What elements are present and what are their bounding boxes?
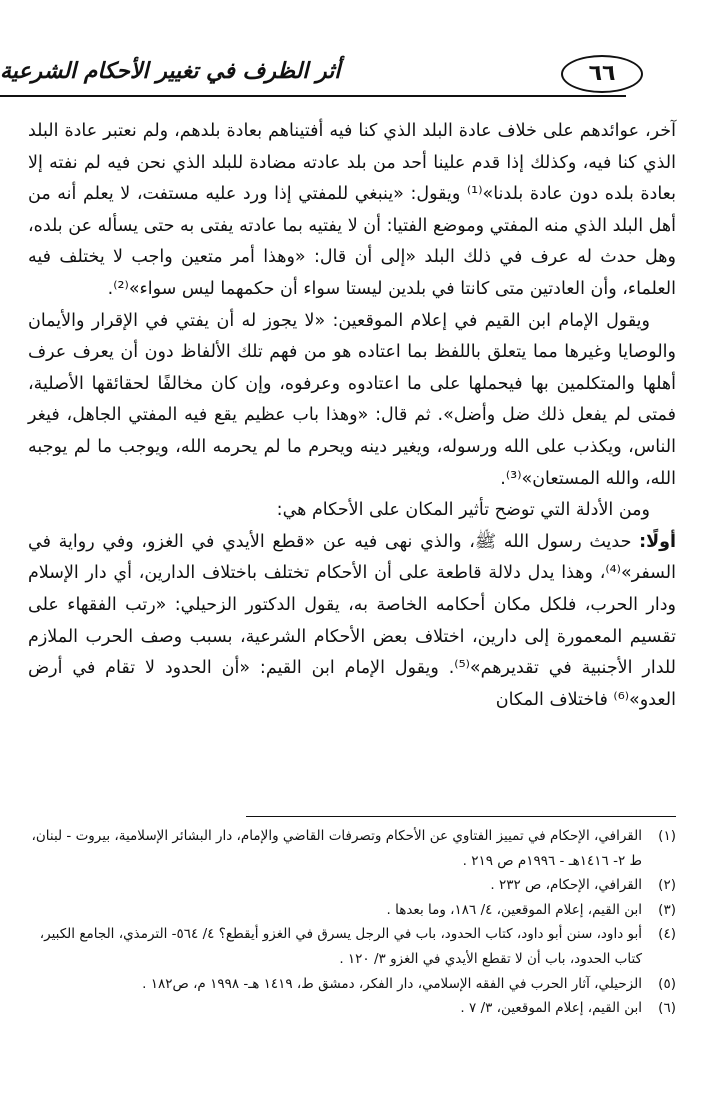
paragraph-first-evidence	[28, 527, 676, 717]
paragraph-evidence-intro: ومن الأدلة التي توضح تأثير المكان على الأحكام هي:	[276, 500, 650, 521]
footnote-item	[28, 996, 676, 1021]
header-divider	[0, 95, 626, 97]
footnote-number: (٥)	[658, 975, 676, 992]
footnotes	[28, 824, 676, 1021]
footnote-item	[28, 898, 676, 923]
main-text	[28, 116, 676, 716]
footnote-text: القرافي، الإحكام في تمييز الفتاوي عن الأحكام وتصرفات القاضي والإمام، دار البشائر الإسلامية، بيروت - لبنان، ط ٢- ١٤١٦هـ - ١٩٩٦م ص ٢١٩ .	[31, 828, 642, 869]
footnote-number: (٦)	[658, 1000, 676, 1017]
footnote-number: (١)	[658, 828, 676, 844]
first-evidence-text: حديث رسول الله ﷺ، والذي نهى فيه عن «قطع الأيدي في الغزو، وفي رواية في السفر»⁽⁴⁾، وهذا يدل دلالة قاطعة على أن الأحكام تختلف باختلاف الدارين، أي دار الإسلام ودار الحرب، فلكل مكان أحكامه الخاصة به، يقول الدكتور الزحيلي: «رتب الفقهاء على تقسيم المعمورة إلى دارين، اختلاف بعض الأحكام الشرعية، بسبب وصف الحرب الملازم للدار الأجنبية في تقديرهم»⁽⁵⁾. ويقول الإمام ابن القيم: «أن الحدود لا تقام في أرض العدو»⁽⁶⁾ فاختلاف المكان	[28, 531, 677, 710]
page-number: ٦٦	[561, 55, 643, 93]
running-title: أثر الظرف في تغيير الأحكام الشرعية	[0, 59, 341, 84]
page-header	[0, 55, 703, 99]
first-evidence-label: أولًا:	[639, 531, 676, 552]
footnote-text: الزحيلي، آثار الحرب في الفقه الإسلامي، دار الفكر، دمشق ط، ١٤١٩ هـ- ١٩٩٨ م، ص١٨٢ .	[142, 975, 642, 992]
footnote-text: ابن القيم، إعلام الموقعين، ٤/ ١٨٦، وما بعدها .	[386, 901, 642, 918]
footnote-number: (٤)	[658, 926, 676, 943]
footnote-number: (٢)	[658, 877, 676, 894]
footnote-item	[28, 922, 676, 971]
footnote-item	[28, 873, 676, 898]
paragraph-ibn-alqayyim: ويقول الإمام ابن القيم في إعلام الموقعين: «لا يجوز له أن يفتي في الإقرار والأيمان والوصايا وغيرها مما يتعلق باللفظ بما اعتاده هو من فهم تلك الألفاظ دون أن يعرف عرف أهلها والمتكلمين بها فيحملها على ما اعتادوه وعرفوه، وإن كان مخالفًا لحقائقها الأصلية، فمتى لم يفعل ذلك ضل وأضل». ثم قال: «وهذا باب عظيم يقع فيه المفتي الجاهل، فيغر الناس، ويكذب على الله ورسوله، ويغير دينه ويحرم ما لم يحرمه الله، ويوجب ما لم يوجبه الله، والله المستعان»⁽³⁾.	[28, 310, 676, 489]
footnote-text: أبو داود، سنن أبو داود، كتاب الحدود، باب في الرجل يسرق في الغزو أيقطع؟ ٤/ ٥٦٤- الترمذي، الجامع الكبير، كتاب الحدود، باب أن لا تقطع الأيدي في الغزو ٣/ ١٢٠ .	[39, 926, 642, 967]
footnote-item	[28, 972, 676, 997]
footnote-text: ابن القيم، إعلام الموقعين، ٣/ ٧ .	[460, 1000, 642, 1017]
paragraph-continuation: آخر، عوائدهم على خلاف عادة البلد الذي كنا فيه أفتيناهم بعادة بلدهم، ولم نعتبر عادة البلد الذي كنا فيه، وكذلك إذا قدم علينا أحد من بلد عادته مضادة للبلد الذي نحن فيه لم نفته إلا بعادة بلده دون عادة بلدنا»⁽¹⁾ ويقول: «ينبغي للمفتي إذا ورد عليه مستفت، لا يعلم أنه من أهل البلد الذي منه المفتي وموضع الفتيا: أن لا يفتيه بما عادته يفتى به حتى يسأله عن بلده، وهل حدث له عرف في ذلك البلد «إلى أن قال: «وهذا أمر متعين واجب لا يختلف فيه العلماء، وأن العادتين متى كانتا في بلدين ليستا سواء أن حكمهما ليس سواء»⁽²⁾.	[28, 121, 676, 299]
footnote-divider	[246, 816, 676, 817]
footnote-item	[28, 824, 676, 873]
footnote-text: القرافي، الإحكام، ص ٢٣٢ .	[490, 877, 642, 894]
footnote-number: (٣)	[658, 901, 676, 918]
